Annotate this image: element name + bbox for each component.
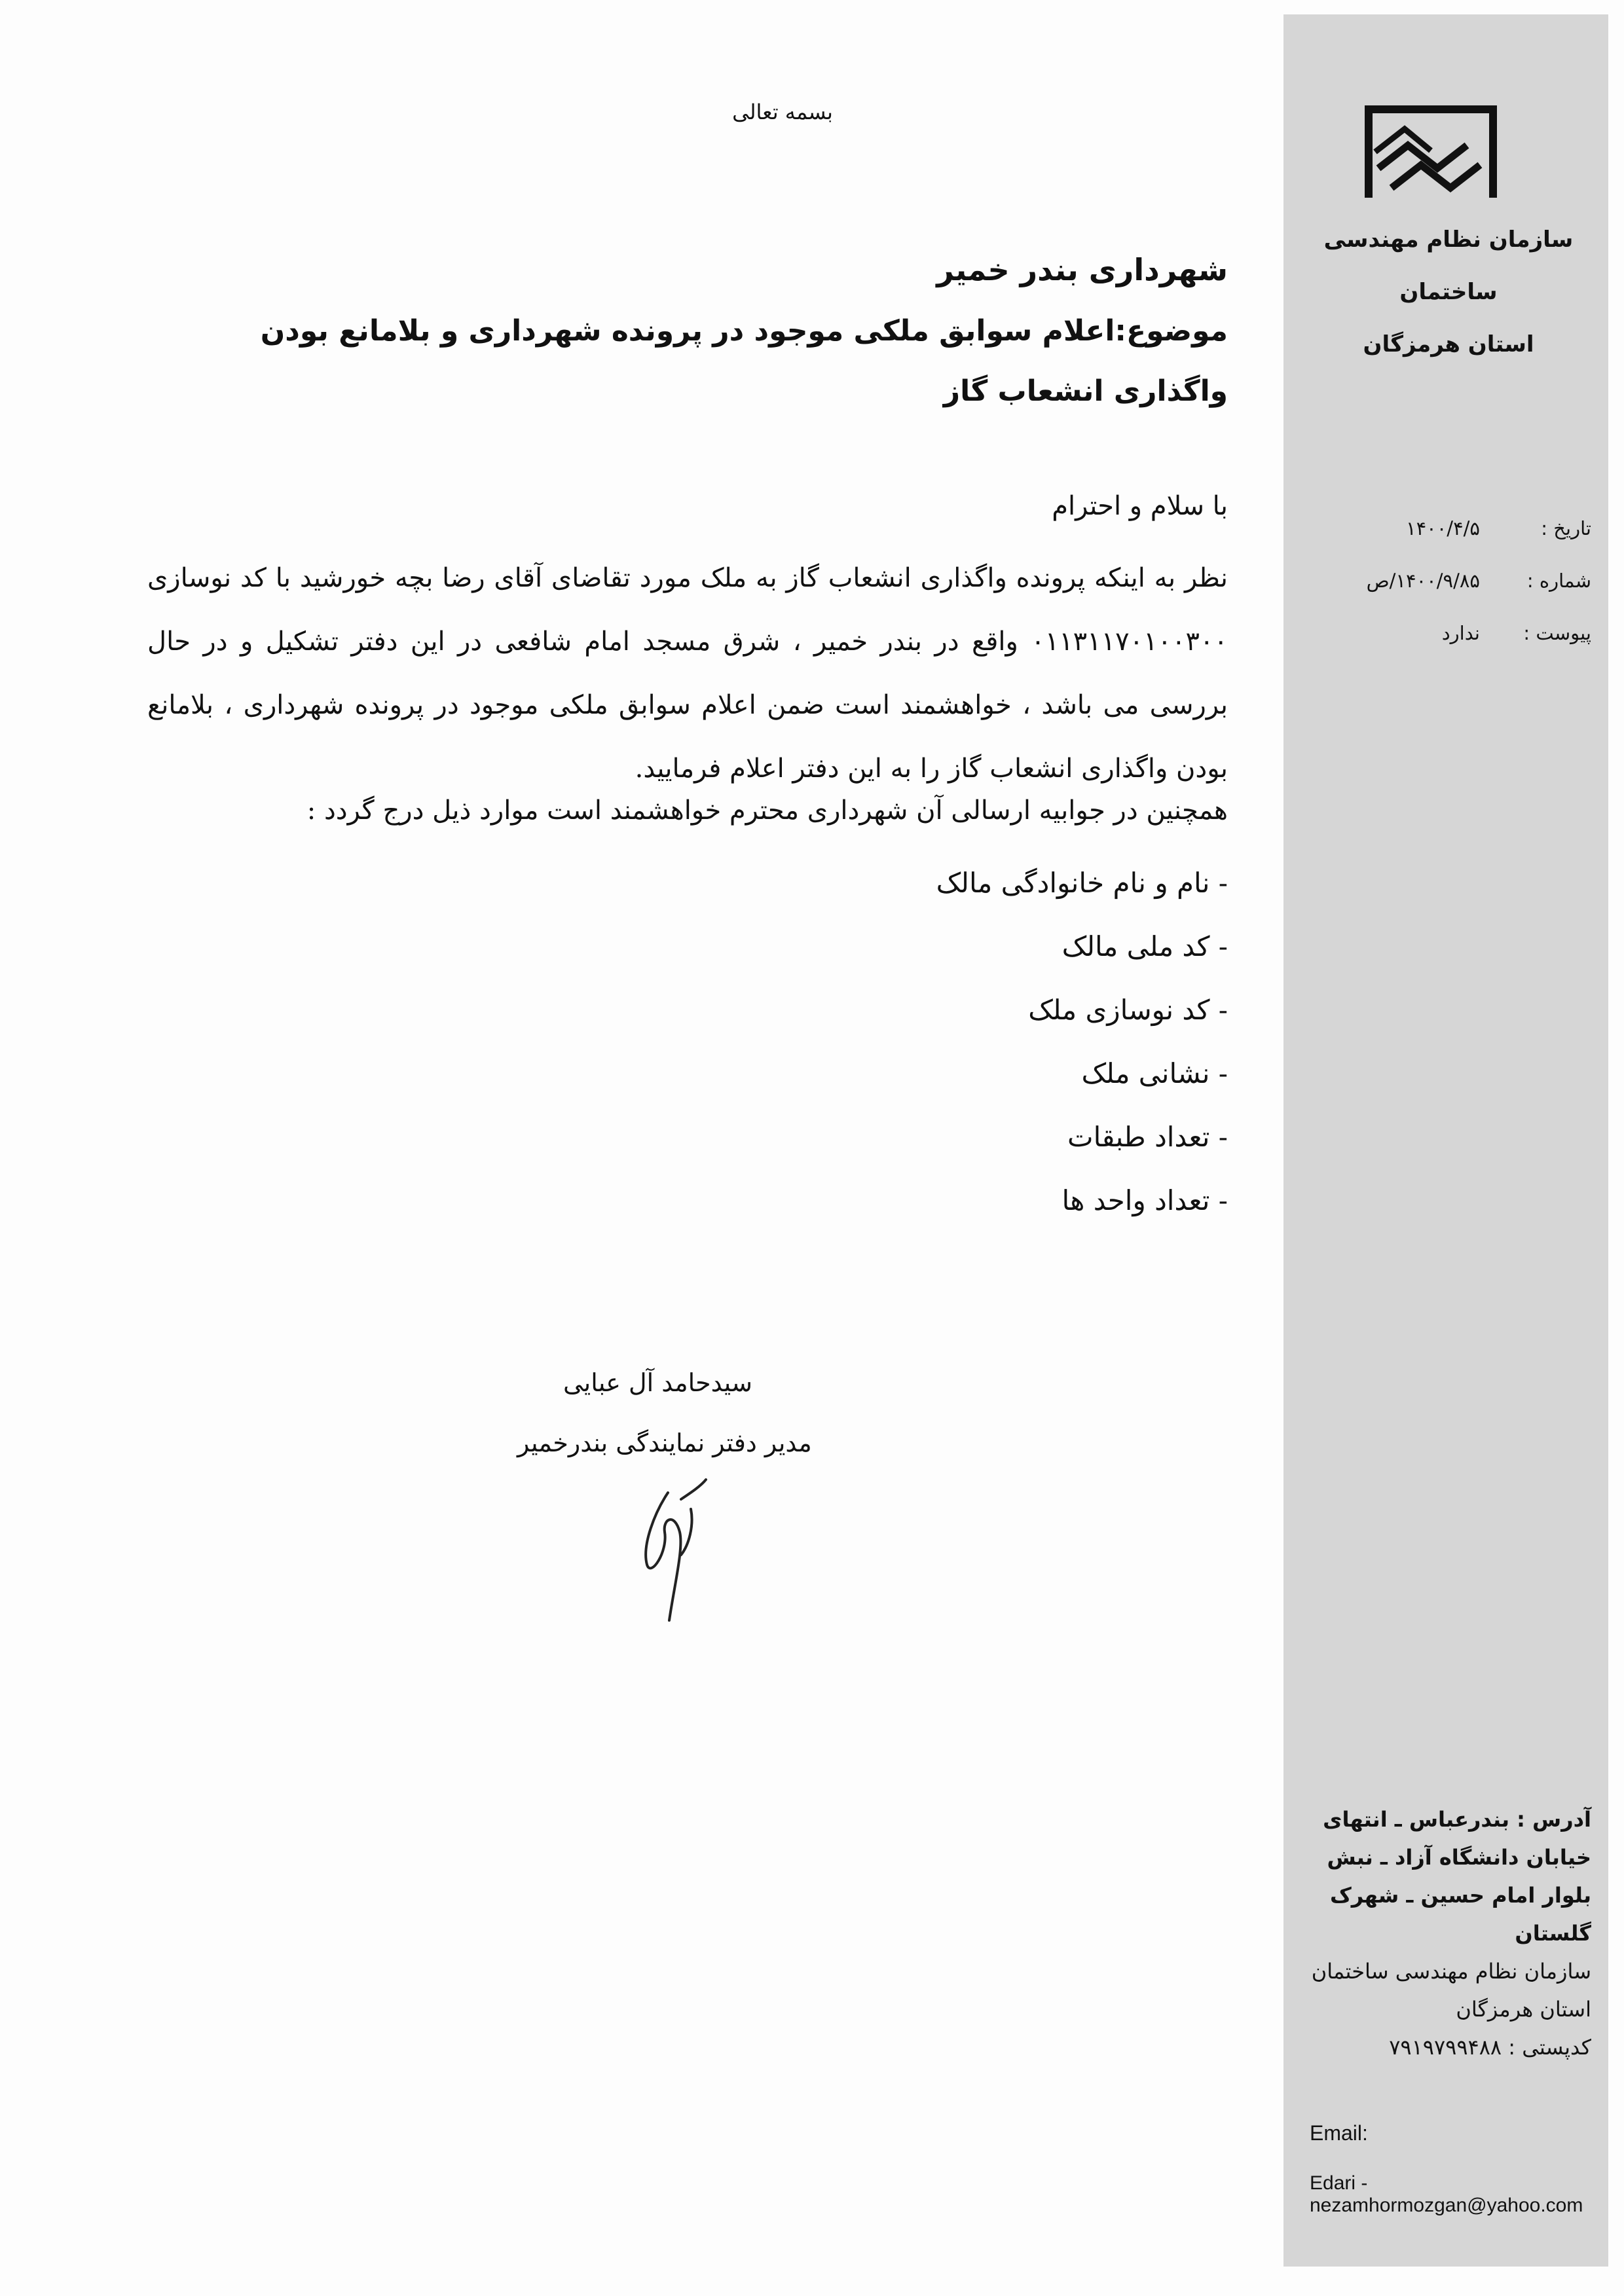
meta-number-label: شماره : — [1526, 570, 1591, 592]
meta-date-row — [1303, 517, 1591, 570]
handwritten-signature — [629, 1473, 733, 1624]
footer-address — [1303, 1800, 1591, 2066]
meta-attachment-row — [1303, 622, 1591, 674]
footer-org-line: استان هرمزگان — [1456, 1997, 1591, 2022]
meta-number-row — [1303, 570, 1591, 622]
meta-date-label: تاریخ : — [1541, 517, 1591, 539]
meta-attachment-label: پیوست : — [1523, 622, 1591, 644]
list-item: - تعداد واحد ها — [1061, 1184, 1228, 1216]
request-line: همچنین در جوابیه ارسالی آن شهرداری محترم خواهشمند است موارد ذیل درج گردد : — [306, 795, 1228, 826]
list-item: - نشانی ملک — [1081, 1057, 1228, 1089]
list-item: - تعداد طبقات — [1067, 1121, 1228, 1153]
letterhead-sidebar — [1283, 14, 1608, 2267]
signatory-name: سیدحامد آل عبایی — [563, 1368, 752, 1397]
organization-logo — [1362, 100, 1500, 204]
meta-number-value: ۱۴۰۰/۹/۸۵/ص — [1366, 570, 1480, 592]
meta-date-value: ۱۴۰۰/۴/۵ — [1406, 517, 1480, 539]
list-item: - کد ملی مالک — [1061, 930, 1228, 962]
list-item: - کد نوسازی ملک — [1028, 994, 1228, 1026]
organization-name-line1: سازمان نظام مهندسی ساختمان — [1323, 227, 1574, 305]
signatory-title: مدیر دفتر نمایندگی بندرخمیر — [517, 1429, 812, 1457]
body-paragraph: نظر به اینکه پرونده واگذاری انشعاب گاز به ملک مورد تقاضای آقای رضا بچه خورشید با کد نوسازی ۰۱۱۳۱۱۷۰۱۰۰۳۰۰ واقع در بندر خمیر ، شرق مسجد امام شافعی در این دفتر تشکیل و در حال بررسی می باشد ، خواهشمند است ضمن اعلام سوابق ملکی موجود در پرونده شهرداری ، بلامانع بودن واگذاری انشعاب گاز را به این دفتر اعلام فرمایید. — [147, 563, 1228, 784]
required-items-list — [936, 851, 1228, 1232]
email-label: Email: — [1310, 2121, 1368, 2145]
address-line: آدرس : بندرعباس ـ انتهای — [1323, 1807, 1591, 1832]
postal-code: کدپستی : ۷۹۱۹۷۹۹۴۸۸ — [1389, 2035, 1591, 2060]
letter-meta — [1303, 517, 1591, 674]
address-line: بلوار امام حسین ـ شهرک — [1329, 1883, 1591, 1908]
recipient: شهرداری بندر خمیر — [936, 252, 1228, 287]
address-line: خیابان دانشگاه آزاد ـ نبش — [1327, 1845, 1591, 1870]
footer-org-line: سازمان نظام مهندسی ساختمان — [1311, 1959, 1591, 1984]
address-line: گلستان — [1515, 1921, 1591, 1946]
basmala: بسمه تعالی — [732, 100, 833, 124]
list-item: - نام و نام خانوادگی مالک — [936, 867, 1228, 899]
meta-attachment-value: ندارد — [1441, 622, 1480, 644]
subject: موضوع:اعلام سوابق ملکی موجود در پرونده شهرداری و بلامانع بودن واگذاری انشعاب گاز — [260, 314, 1228, 408]
organization-name — [1304, 213, 1593, 371]
greeting: با سلام و احترام — [1052, 491, 1228, 521]
email-address: Edari - nezamhormozgan@yahoo.com — [1310, 2172, 1583, 2216]
organization-name-line2: استان هرمزگان — [1363, 331, 1534, 357]
